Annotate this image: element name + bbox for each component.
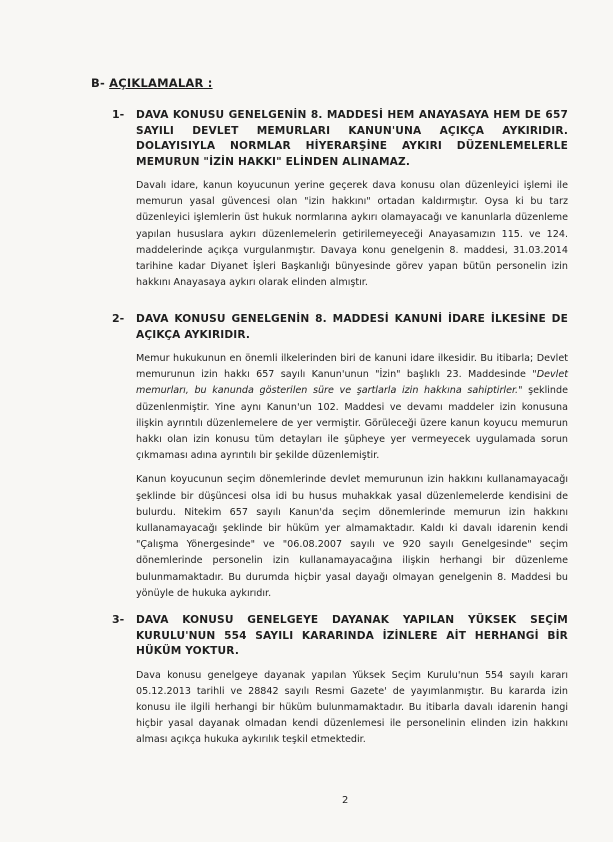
quoted-law-text: "Devlet memurları, bu kanunda gösterilen süre ve şartlarla izin hakkına sahiptirler." xyxy=(136,369,568,397)
page-number: 2 xyxy=(342,795,349,806)
item-heading: DAVA KONUSU GENELGEYE DAYANAK YAPILAN YÜKSEK SEÇİM KURULU'NUN 554 SAYILI KARARINDA İZİNLERE AİT HERHANGİ BİR HÜKÜM YOKTUR. xyxy=(136,614,568,657)
item-1 xyxy=(114,108,568,291)
section-heading xyxy=(91,76,213,90)
item-number: 3- xyxy=(112,613,125,626)
item-paragraph: Davalı idare, kanun koyucunun yerine geçerek dava konusu olan düzenleyici işlemi ile memurun yasal güvencesi olan "izin hakkını" ortadan kaldırmıştır. Oysa ki bu tarz düzenleyici işlemlerin üst hukuk normlarına aykırı olamayacağı ve kanunlarla düzenleme yapılan hususlara aykırı düzenlemelerin getirilemeyeceği Anayasamızın 115. ve 124. maddelerinde açıkça vurgulanmıştır. Davaya konu genelgenin 8. maddesi, 31.03.2014 tarihine kadar Diyanet İşleri Başkanlığı bünyesinde görev yapan bütün personelin izin hakkını Anayasaya aykırı olarak elinden almıştır. xyxy=(136,180,568,289)
item-paragraph: Dava konusu genelgeye dayanak yapılan Yüksek Seçim Kurulu'nun 554 sayılı kararı 05.12.2013 tarihli ve 28842 sayılı Resmi Gazete' de yayımlanmıştır. Bu kararda izin konusu ile ilgili herhangi bir hüküm bulunmamaktadır. Bu itibarla davalı idarenin hangi hiçbir yasal dayanak olmadan kendi düzenlemesi ile personelinin elinden izin hakkını alması açıkça hukuka aykırılık teşkil etmektedir. xyxy=(136,669,568,746)
paragraph-text: şeklinde düzenlenmiştir. Yine aynı Kanun'un 102. Maddesi ve devamı maddeler izin konusuna ilişkin ayrıntılı düzenlemelere de yer vermiştir. Görüleceği üzere kanun koyucu memurun hakkı olan izin konusu tüm detayları ile şüpheye yer vermeyecek uygulamada sorun çıkmaması adına ayrıntılı bir şekilde düzenlemiştir. xyxy=(136,385,568,462)
item-paragraph: Kanun koyucunun seçim dönemlerinde devlet memurunun izin hakkını kullanamayacağı şeklinde bir düşüncesi olsa idi bu husus muhakkak yasal düzenlemelerde kendisini de bulurdu. Nitekim 657 sayılı Kanun'da seçim dönemlerinde memurun izin hakkını kullanamayacağı şeklinde bir hüküm yer almamaktadır. Kaldı ki davalı idarenin kendi "Çalışma Yönergesinde" ve "06.08.2007 sayılı ve 920 sayılı Genelgesinde" seçim dönemlerinde personelin izin kullanamayacağına ilişkin herhangi bir düzenleme bulunmamaktadır. Bu durumda hiçbir yasal dayağı olmayan genelgenin 8. Maddesi bu yönüyle de hukuka aykırıdır. xyxy=(136,474,568,599)
item-paragraph xyxy=(136,351,568,464)
item-3 xyxy=(114,613,568,749)
section-title: AÇIKLAMALAR : xyxy=(109,76,213,90)
item-heading: DAVA KONUSU GENELGENİN 8. MADDESİ HEM ANAYASAYA HEM DE 657 SAYILI DEVLET MEMURLARI KANUN'UNA AÇIKÇA AYKIRIDIR. DOLAYISIYLA NORMLAR HİYERARŞİNE AYKIRI DÜZENLEMELERLE MEMURUN "İZİN HAKKI" ELİNDEN ALINAMAZ. xyxy=(136,109,568,168)
item-2 xyxy=(114,312,568,602)
section-letter: B- xyxy=(91,76,105,90)
paragraph-text: Memur hukukunun en önemli ilkelerinden biri de kanuni idare ilkesidir. Bu itibarla; Devlet memurunun izin hakkı 657 sayılı Kanun'unun "İzin" başlıklı 23. Maddesinde xyxy=(136,353,568,381)
item-heading: DAVA KONUSU GENELGENİN 8. MADDESİ KANUNİ İDARE İLKESİNE DE AÇIKÇA AYKIRIDIR. xyxy=(136,313,568,341)
item-number: 2- xyxy=(112,312,125,325)
item-number: 1- xyxy=(112,108,125,121)
